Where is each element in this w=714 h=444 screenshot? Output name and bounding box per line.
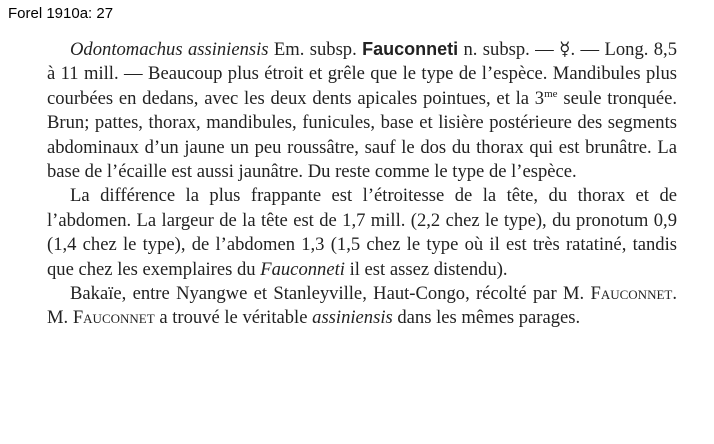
description-text-2: seule tronquée. Brun; pattes, thorax, mandibules, funicules, base et lisière postérieure des segments abdominaux d’un jaune un peu roussâtre, sauf le dos du thorax qui est brunâtre. La base de l’écaille est aussi jaunâtre. Du reste comme le type de l’espèce.: [47, 87, 677, 183]
new-subspecies-name: Fauconneti: [362, 39, 459, 59]
source-label: Forel 1910a: 27: [8, 5, 114, 22]
description-text-1: n. subsp. — ☿. — Long. 8,5 à 11 mill. — Beaucoup plus étroit et grêle que le type de l’espèce. Mandibules plus courbées en dedans, avec les deux dents apicales pointues, et la 3: [47, 39, 677, 109]
description-text-block: [47, 37, 677, 331]
locality-text-1: Bakaïe, entre Nyangwe et Stanleyville, Haut-Congo, récolté par: [70, 283, 563, 305]
ordinal-superscript: me: [544, 87, 558, 100]
locality-text-3: a trouvé le véritable: [154, 307, 313, 329]
comparison-text-1: La différence la plus frappante est l’étroitesse de la tête, du thorax et de l’abdomen. La largeur de la tête est de 1,7 mill. (2,2 chez le type), du pronotum 0,9 (1,4 chez le type), de l’abdomen 1,3 (1,5 chez le type où il est très ratatiné, tandis que chez les exemplaires du: [47, 185, 677, 280]
author-subspecies: Em. subsp.: [268, 39, 363, 60]
locality-text-4: dans les mêmes parages.: [392, 307, 581, 329]
paragraph-description: [47, 37, 677, 184]
subspecies-name-italic: Fauconneti: [260, 258, 345, 280]
collector-name-2: M. Fauconnet: [47, 307, 155, 329]
collector-name-1: M. Fauconnet: [563, 283, 673, 305]
species-name: Odontomachus assiniensis: [70, 39, 269, 60]
locality-text-2: .: [672, 283, 677, 305]
paragraph-locality: [47, 282, 677, 331]
species-epithet-italic: assiniensis: [312, 307, 393, 329]
paragraph-comparison: [47, 184, 677, 282]
comparison-text-2: il est assez distendu).: [344, 258, 508, 280]
